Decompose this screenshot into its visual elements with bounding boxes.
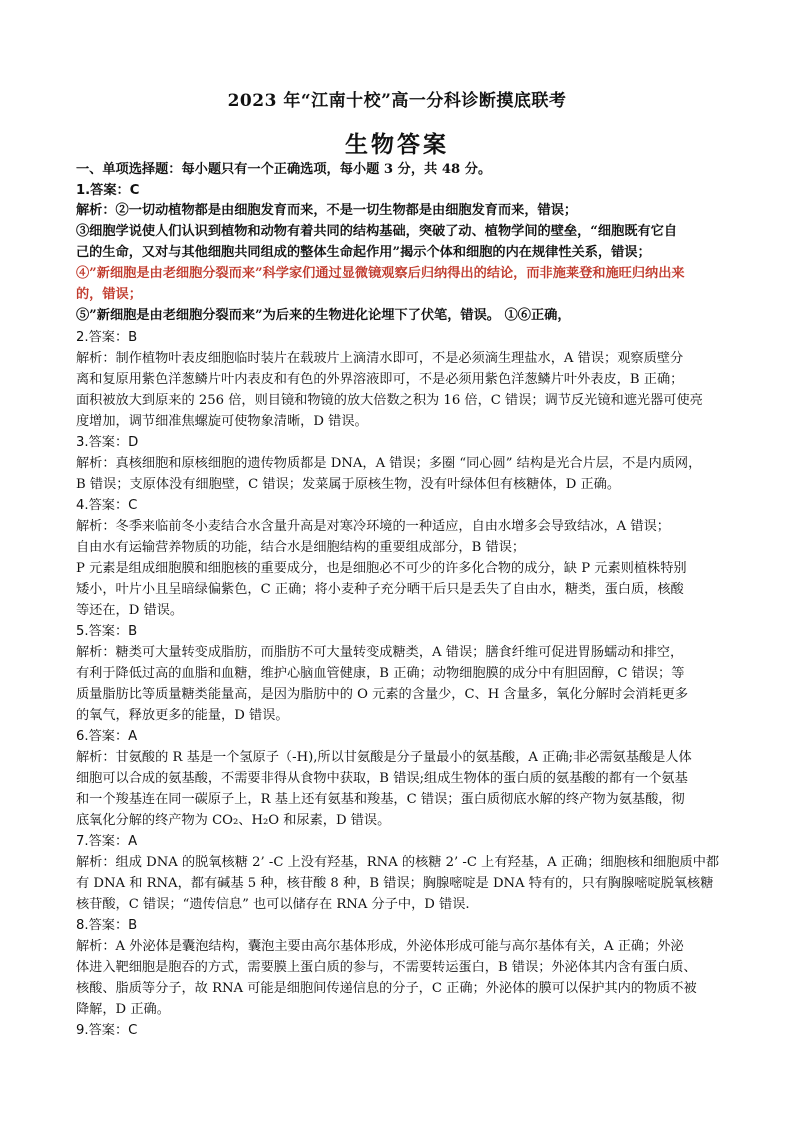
q5-line: 解析：糖类可大量转变成脂肪，而脂肪不可大量转变成糖类，A 错误；膳食纤维可促进胃肠蠕动和排空， bbox=[76, 645, 684, 660]
q8-line: 降解，D 正确。 bbox=[76, 1002, 170, 1017]
q4-line: 矮小，叶片小且呈暗绿偏紫色，C 正确；将小麦种子充分晒干后只是丢失了自由水，糖类，蛋白质，核酸 bbox=[76, 582, 684, 597]
q4-answer: 4.答案：C bbox=[76, 498, 138, 513]
q1-line-highlight: ④”新细胞是由老细胞分裂而来”科学家们通过显微镜观察后归纳得出的结论，而非施莱登和施旺归纳出来 bbox=[76, 266, 685, 281]
q5-line: 有利于降低过高的血脂和血糖，维护心脑血管健康，B 正确；动物细胞膜的成分中有胆固醇，C 错误；等 bbox=[76, 666, 685, 681]
q7-line: 核苷酸，C 错误；“遗传信息” 也可以储存在 RNA 分子中，D 错误. bbox=[76, 897, 470, 912]
q4-line: 自由水有运输营养物质的功能，结合水是细胞结构的重要组成部分，B 错误； bbox=[76, 540, 526, 555]
q6-line: 底氧化分解的终产物为 CO₂、H₂O 和尿素，D 错误。 bbox=[76, 813, 391, 828]
q6-line: 和一个羧基连在同一碳原子上，R 基上还有氨基和羧基，C 错误；蛋白质彻底水解的终产物为氨基酸，彻 bbox=[76, 792, 685, 807]
q4-line: P 元素是组成细胞膜和细胞核的重要成分，也是细胞必不可少的许多化合物的成分，缺 P 元素则植株特别 bbox=[76, 561, 687, 576]
q5-line: 的氧气，释放更多的能量，D 错误。 bbox=[76, 708, 289, 723]
q7-answer: 7.答案：A bbox=[76, 834, 138, 849]
q5-line: 质量脂肪比等质量糖类能量高，是因为脂肪中的 O 元素的含量少，C、H 含量多，氧化分解时会消耗更多 bbox=[76, 687, 689, 702]
q1-line: 解析：②一切动植物都是由细胞发育而来，不是一切生物都是由细胞发育而来，错误； bbox=[76, 203, 578, 218]
q7-line: 有 DNA 和 RNA，都有碱基 5 种，核苷酸 8 种，B 错误；胸腺嘧啶是 DNA 特有的，只有胸腺嘧啶脱氧核糖 bbox=[76, 876, 714, 891]
q2-line: 度增加，调节细准焦螺旋可使物象清晰，D 错误。 bbox=[76, 414, 368, 429]
q1-line-highlight: 的，错误； bbox=[76, 287, 142, 302]
q4-line: 等还在，D 错误。 bbox=[76, 603, 184, 618]
q2-line: 面积被放大到原来的 256 倍，则目镜和物镜的放大倍数之积为 16 倍，C 错误；调节反光镜和遮光器可使亮 bbox=[76, 393, 703, 408]
q8-line: 核酸、脂质等分子，故 RNA 可能是细胞间传递信息的分子，C 正确；外泌体的膜可以保护其内的物质不被 bbox=[76, 981, 697, 996]
q1-line: ⑤”新细胞是由老细胞分裂而来”为后来的生物进化论埋下了伏笔，错误。 ①⑥正确， bbox=[76, 308, 571, 323]
document-title: 2023 年“江南十校”高一分科诊断摸底联考 bbox=[227, 91, 567, 111]
q8-line: 体进入靶细胞是胞吞的方式，需要膜上蛋白质的参与，不需要转运蛋白，B 错误；外泌体其内含有蛋白质、 bbox=[76, 960, 697, 975]
q6-line: 细胞可以合成的氨基酸，不需要非得从食物中获取，B 错误;组成生物体的蛋白质的氨基酸的都有一个氨基 bbox=[76, 771, 688, 786]
q1-answer: 1.答案：C bbox=[76, 183, 140, 198]
q3-answer: 3.答案：D bbox=[76, 435, 139, 450]
q6-answer: 6.答案：A bbox=[76, 729, 138, 744]
q8-line: 解析：A 外泌体是囊泡结构，囊泡主要由高尔基体形成，外泌体形成可能与高尔基体有关，A 正确；外泌 bbox=[76, 939, 684, 954]
section-heading: 一、单项选择题：每小题只有一个正确选项，每小题 3 分，共 48 分。 bbox=[76, 162, 492, 177]
document-subtitle: 生物答案 bbox=[345, 131, 449, 158]
q8-answer: 8.答案：B bbox=[76, 918, 138, 933]
q4-line: 解析：冬季来临前冬小麦结合水含量升高是对寒冷环境的一种适应，自由水增多会导致结冰，A 错误； bbox=[76, 519, 670, 534]
q2-line: 解析：制作植物叶表皮细胞临时装片在载玻片上滴清水即可，不是必须滴生理盐水，A 错误；观察质壁分 bbox=[76, 351, 684, 366]
q3-line: 解析：真核细胞和原核细胞的遗传物质都是 DNA，A 错误；多圈 “同心圆” 结构是光合片层，不是内质网， bbox=[76, 456, 702, 471]
q2-line: 离和复原用紫色洋葱鳞片叶内表皮和有色的外界溶液即可，不是必须用紫色洋葱鳞片叶外表皮，B 正确； bbox=[76, 372, 684, 387]
q3-line: B 错误；支原体没有细胞壁，C 错误；发菜属于原核生物，没有叶绿体但有核糖体，D 正确。 bbox=[76, 477, 621, 492]
q1-line: ③细胞学说使人们认识到植物和动物有着共同的结构基础，突破了动、植物学间的壁垒，“细胞既有它自 bbox=[76, 224, 678, 239]
q5-answer: 5.答案：B bbox=[76, 624, 138, 639]
q7-line: 解析：组成 DNA 的脱氧核糖 2’ -C 上没有羟基，RNA 的核糖 2’ -C 上有羟基，A 正确；细胞核和细胞质中都 bbox=[76, 855, 720, 870]
q2-answer: 2.答案：B bbox=[76, 330, 138, 345]
q1-line: 己的生命，又对与其他细胞共同组成的整体生命起作用”揭示个体和细胞的内在规律性关系，错误； bbox=[76, 245, 651, 260]
q6-line: 解析：甘氨酸的 R 基是一个氢原子（-H),所以甘氨酸是分子量最小的氨基酸，A 正确;非必需氨基酸是人体 bbox=[76, 750, 692, 765]
q9-answer: 9.答案：C bbox=[76, 1023, 138, 1038]
